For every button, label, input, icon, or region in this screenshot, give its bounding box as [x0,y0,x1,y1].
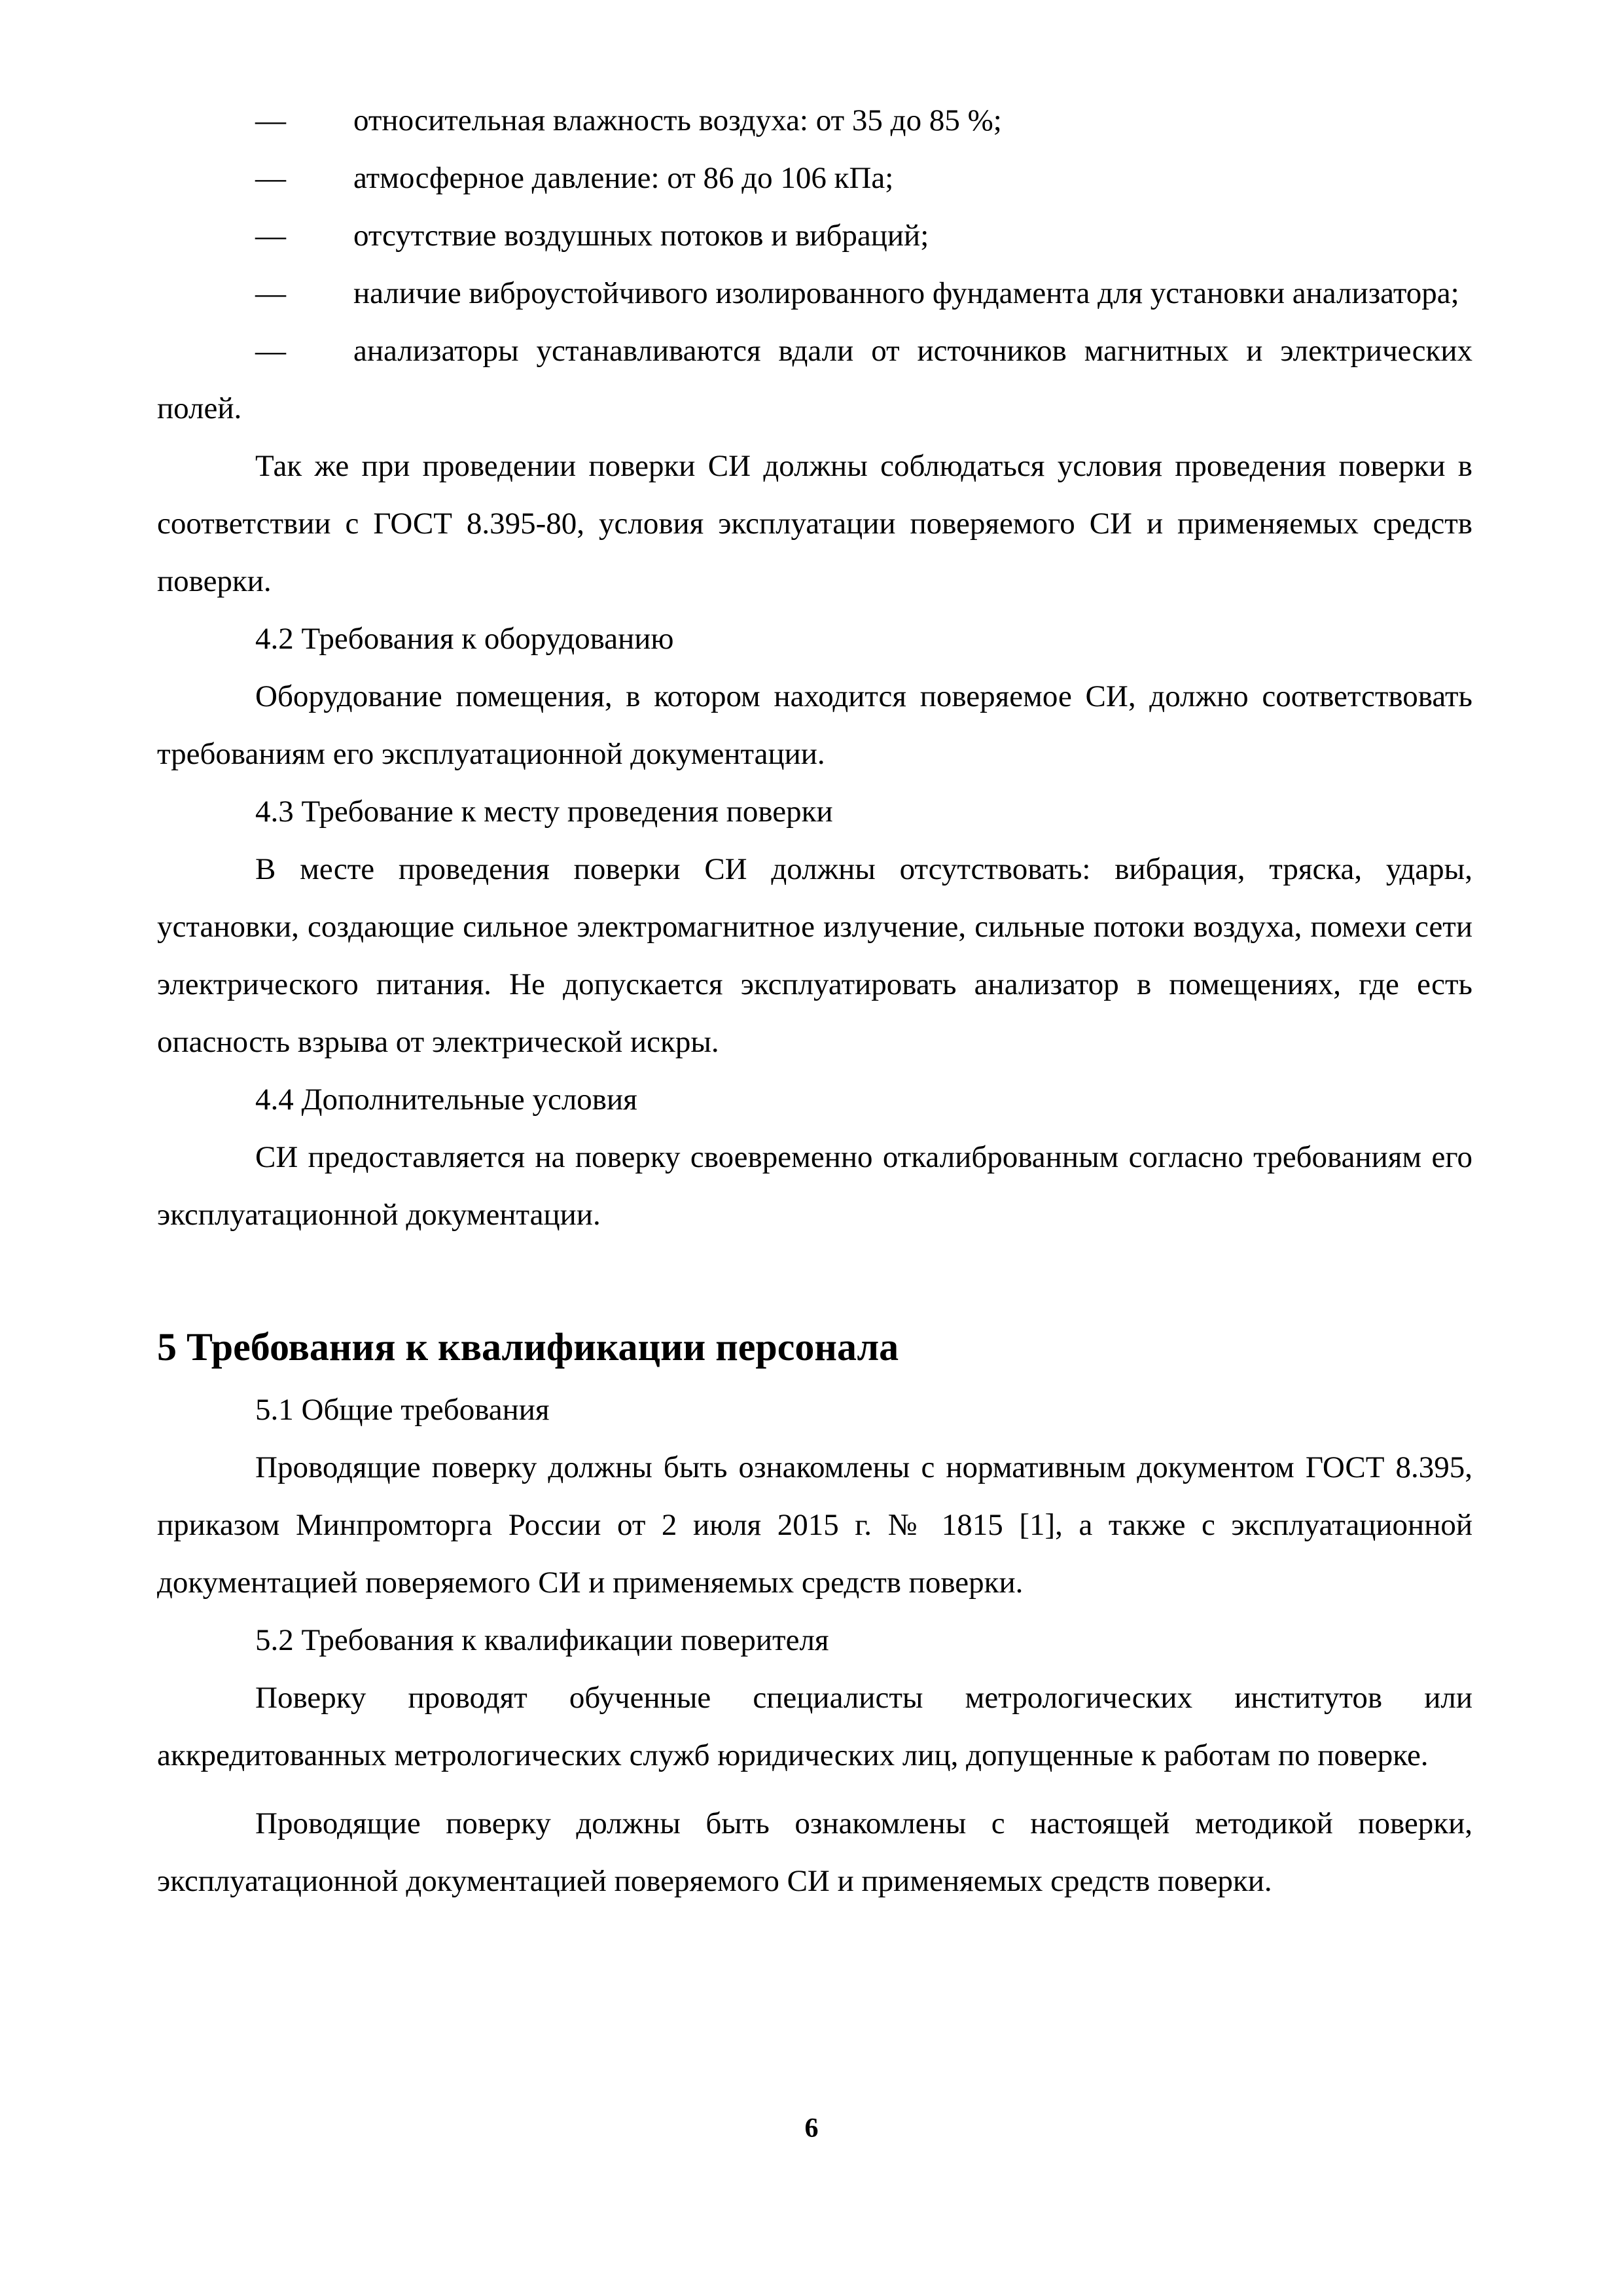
page-number: 6 [804,2113,819,2144]
list-item [157,92,1472,149]
page-content [157,92,1472,1910]
subsection-5-1-text: Проводящие поверку должны быть ознакомлены с нормативным документом ГОСТ 8.395, приказом Минпромторга России от 2 июля 2015 г. № 1815 [1], а также с эксплуатационной документацией поверяемого СИ и применяемых средств поверки. [157,1450,1472,1600]
list-dash: — [255,103,286,137]
subsection-4-3-text: В месте проведения поверки СИ должны отсутствовать: вибрация, тряска, удары, установки, создающие сильное электромагнитное излучение, сильные потоки воздуха, помехи сети электрического питания. Не допускается эксплуатировать анализатор в помещениях, где есть опасность взрыва от электрической искры. [157,852,1472,1059]
subsection-5-2-text-2: Проводящие поверку должны быть ознакомлены с настоящей методикой поверки, эксплуатационной документацией поверяемого СИ и применяемых средств поверки. [157,1806,1472,1898]
subsection-4-4-title: 4.4 Дополнительные условия [255,1083,637,1117]
list-dash: — [255,161,286,195]
section-5-heading: 5 Требования к квалификации персонала [157,1325,899,1369]
list-item [157,264,1472,322]
list-item [157,207,1472,264]
subsection-5-2-title: 5.2 Требования к квалификации поверителя [255,1623,829,1657]
list-dash: — [255,219,286,253]
list-item-text: относительная влажность воздуха: от 35 до 85 %; [353,103,1002,137]
subsection-4-2-text: Оборудование помещения, в котором находится поверяемое СИ, должно соответствовать требованиям его эксплуатационной документации. [157,679,1472,771]
conditions-list [157,92,1472,437]
subsection-4-2-title: 4.2 Требования к оборудованию [255,622,674,656]
list-dash: — [255,334,286,368]
list-item-text: наличие виброустойчивого изолированного фундамента для установки анализатора; [353,276,1459,310]
list-item-text: атмосферное давление: от 86 до 106 кПа; [353,161,894,195]
list-item [157,149,1472,207]
list-dash: — [255,276,286,310]
list-item-text: анализаторы устанавливаются вдали от источников магнитных и электрических полей. [157,334,1472,425]
list-item-text: отсутствие воздушных потоков и вибраций; [353,219,929,253]
subsection-5-2-text: Поверку проводят обученные специалисты метрологических институтов или аккредитованных метрологических служб юридических лиц, допущенные к работам по поверке. [157,1681,1472,1772]
subsection-5-1-title: 5.1 Общие требования [255,1393,550,1427]
list-item [157,322,1472,437]
subsection-4-3-title: 4.3 Требование к месту проведения поверки [255,795,833,829]
subsection-4-4-text: СИ предоставляется на поверку своевременно откалиброванным согласно требованиям его эксплуатационной документации. [157,1140,1472,1232]
conditions-paragraph: Так же при проведении поверки СИ должны соблюдаться условия проведения поверки в соответствии с ГОСТ 8.395-80, условия эксплуатации поверяемого СИ и применяемых средств поверки. [157,449,1472,598]
